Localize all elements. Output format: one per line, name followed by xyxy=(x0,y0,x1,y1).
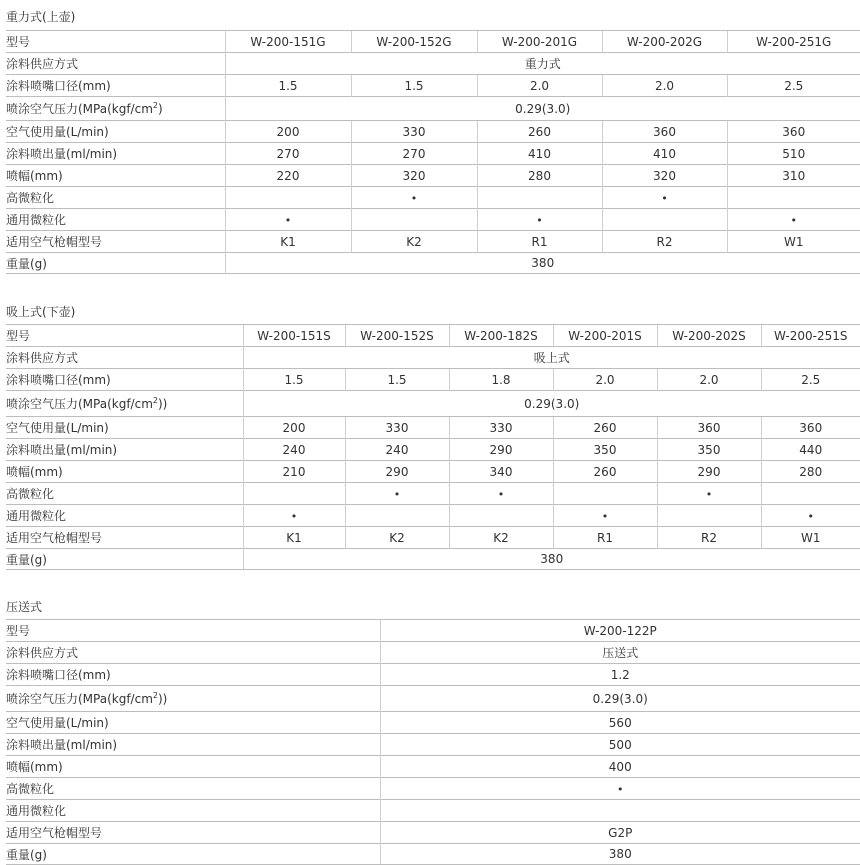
output-cell: 240 xyxy=(345,439,449,461)
feature-dot-icon: • xyxy=(284,213,292,227)
feature-dot-icon: • xyxy=(617,782,624,796)
table-row xyxy=(6,778,860,800)
gen-atom-cell xyxy=(351,209,477,231)
cap-cell: K1 xyxy=(243,527,345,549)
row-label-gen-atom: 通用微粒化 xyxy=(6,209,225,231)
air-cell: 330 xyxy=(449,417,553,439)
air-cell: 330 xyxy=(351,121,477,143)
row-label-width: 喷幅(mm) xyxy=(6,756,380,778)
table-row xyxy=(6,253,860,274)
air-cell: 360 xyxy=(602,121,727,143)
nozzle-cell: 1.5 xyxy=(225,75,351,97)
table-row xyxy=(6,97,860,121)
gen-atom-cell xyxy=(727,209,860,231)
feature-dot-icon: • xyxy=(705,487,713,501)
table-row xyxy=(6,347,860,369)
gen-atom-cell xyxy=(225,209,351,231)
width-cell: 290 xyxy=(345,461,449,483)
air-cell: 200 xyxy=(225,121,351,143)
row-label-pressure: 喷涂空气压力($MPa(kgf/cm^2)$ xyxy=(6,97,225,121)
supply-cell: 吸上式 xyxy=(243,347,860,369)
hi-atom-cell xyxy=(380,778,860,800)
hi-atom-cell xyxy=(761,483,860,505)
table-row xyxy=(6,187,860,209)
table-row xyxy=(6,31,860,53)
table-row xyxy=(6,439,860,461)
model-cell: W-200-152G xyxy=(351,31,477,53)
supply-cell: 重力式 xyxy=(225,53,860,75)
row-label-gen-atom: 通用微粒化 xyxy=(6,800,380,822)
row-label-air: 空气使用量(L/min) xyxy=(6,417,243,439)
spec-table-pressure-feed xyxy=(6,619,860,865)
cap-cell: W1 xyxy=(727,231,860,253)
output-cell: 270 xyxy=(225,143,351,165)
nozzle-cell: 1.2 xyxy=(380,664,860,686)
row-label-weight: 重量(g) xyxy=(6,253,225,274)
table-row xyxy=(6,527,860,549)
hi-atom-cell xyxy=(449,483,553,505)
table-row xyxy=(6,844,860,865)
spec-table-gravity xyxy=(6,30,860,274)
table-row xyxy=(6,369,860,391)
spec-table-suction xyxy=(6,324,860,570)
output-cell: 270 xyxy=(351,143,477,165)
table-row xyxy=(6,642,860,664)
feature-dot-icon: • xyxy=(790,213,797,227)
width-cell: 260 xyxy=(553,461,657,483)
supply-cell: 压送式 xyxy=(380,642,860,664)
row-label-pressure: 喷涂空气压力$(MPa(kgf/cm^2))$ xyxy=(6,391,243,417)
width-cell: 280 xyxy=(477,165,602,187)
row-label-air: 空气使用量(L/min) xyxy=(6,121,225,143)
table-row xyxy=(6,664,860,686)
row-label-gen-atom: 通用微粒化 xyxy=(6,505,243,527)
row-label-hi-atom: 高微粒化 xyxy=(6,778,380,800)
row-label-cap: 适用空气枪帽型号 xyxy=(6,822,380,844)
cap-cell: K2 xyxy=(351,231,477,253)
width-cell: 320 xyxy=(602,165,727,187)
feature-dot-icon: • xyxy=(807,509,814,523)
pressure-cell: 0.29(3.0) xyxy=(243,391,860,417)
output-cell: 410 xyxy=(477,143,602,165)
feature-dot-icon: • xyxy=(601,509,609,523)
gen-atom-cell xyxy=(345,505,449,527)
table-row xyxy=(6,417,860,439)
row-label-air: 空气使用量(L/min) xyxy=(6,712,380,734)
row-label-supply: 涂料供应方式 xyxy=(6,642,380,664)
hi-atom-cell xyxy=(657,483,761,505)
table-row xyxy=(6,822,860,844)
cap-cell: R2 xyxy=(657,527,761,549)
hi-atom-cell xyxy=(602,187,727,209)
hi-atom-cell xyxy=(345,483,449,505)
gen-atom-cell xyxy=(657,505,761,527)
output-cell: 410 xyxy=(602,143,727,165)
row-label-cap: 适用空气枪帽型号 xyxy=(6,231,225,253)
hi-atom-cell xyxy=(727,187,860,209)
model-cell: W-200-152S xyxy=(345,325,449,347)
cap-cell: R2 xyxy=(602,231,727,253)
pressure-cell: 0.29(3.0) xyxy=(380,686,860,712)
air-cell: 360 xyxy=(761,417,860,439)
row-label-weight: 重量(g) xyxy=(6,549,243,570)
row-label-nozzle: 涂料喷嘴口径(mm) xyxy=(6,75,225,97)
section-title-gravity: 重力式(上壶) xyxy=(6,10,76,24)
hi-atom-cell xyxy=(477,187,602,209)
air-cell: 260 xyxy=(553,417,657,439)
gen-atom-cell xyxy=(380,800,860,822)
air-cell: 260 xyxy=(477,121,602,143)
nozzle-cell: 2.0 xyxy=(553,369,657,391)
row-label-model: 型号 xyxy=(6,620,380,642)
model-cell: W-200-202G xyxy=(602,31,727,53)
output-cell: 350 xyxy=(657,439,761,461)
gen-atom-cell xyxy=(449,505,553,527)
air-cell: 200 xyxy=(243,417,345,439)
feature-dot-icon: • xyxy=(290,509,298,523)
gen-atom-cell xyxy=(602,209,727,231)
row-label-output: 涂料喷出量(ml/min) xyxy=(6,143,225,165)
row-label-width: 喷幅(mm) xyxy=(6,461,243,483)
width-cell: 290 xyxy=(657,461,761,483)
cap-cell: R1 xyxy=(477,231,602,253)
table-row xyxy=(6,231,860,253)
nozzle-cell: 1.5 xyxy=(345,369,449,391)
hi-atom-cell xyxy=(553,483,657,505)
table-row xyxy=(6,734,860,756)
feature-dot-icon: • xyxy=(393,487,401,501)
width-cell: 310 xyxy=(727,165,860,187)
nozzle-cell: 1.8 xyxy=(449,369,553,391)
output-cell: 510 xyxy=(727,143,860,165)
row-label-supply: 涂料供应方式 xyxy=(6,347,243,369)
table-row xyxy=(6,53,860,75)
width-cell: 220 xyxy=(225,165,351,187)
hi-atom-cell xyxy=(351,187,477,209)
model-cell: W-200-122P xyxy=(380,620,860,642)
row-label-nozzle: 涂料喷嘴口径(mm) xyxy=(6,664,380,686)
row-label-output: 涂料喷出量(ml/min) xyxy=(6,734,380,756)
width-cell: 400 xyxy=(380,756,860,778)
table-row xyxy=(6,325,860,347)
model-cell: W-200-201S xyxy=(553,325,657,347)
cap-cell: K1 xyxy=(225,231,351,253)
nozzle-cell: 1.5 xyxy=(243,369,345,391)
row-label-width: 喷幅(mm) xyxy=(6,165,225,187)
cap-cell: K2 xyxy=(345,527,449,549)
model-cell: W-200-251S xyxy=(761,325,860,347)
table-row xyxy=(6,209,860,231)
width-cell: 210 xyxy=(243,461,345,483)
hi-atom-cell xyxy=(225,187,351,209)
nozzle-cell: 2.5 xyxy=(727,75,860,97)
weight-cell: 380 xyxy=(225,253,860,274)
weight-cell: 380 xyxy=(243,549,860,570)
weight-cell: 380 xyxy=(380,844,860,865)
cap-cell: W1 xyxy=(761,527,860,549)
gen-atom-cell xyxy=(553,505,657,527)
output-cell: 500 xyxy=(380,734,860,756)
model-cell: W-200-202S xyxy=(657,325,761,347)
table-row xyxy=(6,756,860,778)
feature-dot-icon: • xyxy=(410,191,418,205)
row-label-weight: 重量(g) xyxy=(6,844,380,865)
feature-dot-icon: • xyxy=(661,191,668,205)
table-row xyxy=(6,391,860,417)
width-cell: 320 xyxy=(351,165,477,187)
nozzle-cell: 1.5 xyxy=(351,75,477,97)
cap-cell: R1 xyxy=(553,527,657,549)
air-cell: 360 xyxy=(727,121,860,143)
row-label-cap: 适用空气枪帽型号 xyxy=(6,527,243,549)
cap-cell: K2 xyxy=(449,527,553,549)
table-row xyxy=(6,461,860,483)
table-row xyxy=(6,483,860,505)
air-cell: 560 xyxy=(380,712,860,734)
output-cell: 240 xyxy=(243,439,345,461)
feature-dot-icon: • xyxy=(497,487,505,501)
model-cell: W-200-182S xyxy=(449,325,553,347)
row-label-pressure: 喷涂空气压力$(MPa(kgf/cm^2))$ xyxy=(6,686,380,712)
table-row xyxy=(6,121,860,143)
row-label-supply: 涂料供应方式 xyxy=(6,53,225,75)
table-row xyxy=(6,712,860,734)
width-cell: 280 xyxy=(761,461,860,483)
row-label-model: 型号 xyxy=(6,31,225,53)
air-cell: 360 xyxy=(657,417,761,439)
row-label-hi-atom: 高微粒化 xyxy=(6,483,243,505)
model-cell: W-200-251G xyxy=(727,31,860,53)
model-cell: W-200-151G xyxy=(225,31,351,53)
gen-atom-cell xyxy=(477,209,602,231)
table-row xyxy=(6,143,860,165)
pressure-cell: 0.29(3.0) xyxy=(225,97,860,121)
nozzle-cell: 2.5 xyxy=(761,369,860,391)
table-row xyxy=(6,620,860,642)
table-row xyxy=(6,549,860,570)
table-row xyxy=(6,165,860,187)
row-label-hi-atom: 高微粒化 xyxy=(6,187,225,209)
nozzle-cell: 2.0 xyxy=(657,369,761,391)
table-row xyxy=(6,75,860,97)
nozzle-cell: 2.0 xyxy=(477,75,602,97)
section-title-pressure-feed: 压送式 xyxy=(6,600,43,614)
output-cell: 350 xyxy=(553,439,657,461)
gen-atom-cell xyxy=(761,505,860,527)
row-label-nozzle: 涂料喷嘴口径(mm) xyxy=(6,369,243,391)
section-title-suction: 吸上式(下壶) xyxy=(6,305,76,319)
table-row xyxy=(6,505,860,527)
width-cell: 340 xyxy=(449,461,553,483)
model-cell: W-200-151S xyxy=(243,325,345,347)
table-row xyxy=(6,686,860,712)
nozzle-cell: 2.0 xyxy=(602,75,727,97)
row-label-output: 涂料喷出量(ml/min) xyxy=(6,439,243,461)
air-cell: 330 xyxy=(345,417,449,439)
model-cell: W-200-201G xyxy=(477,31,602,53)
output-cell: 290 xyxy=(449,439,553,461)
feature-dot-icon: • xyxy=(536,213,543,227)
cap-cell: G2P xyxy=(380,822,860,844)
gen-atom-cell xyxy=(243,505,345,527)
output-cell: 440 xyxy=(761,439,860,461)
hi-atom-cell xyxy=(243,483,345,505)
table-row xyxy=(6,800,860,822)
row-label-model: 型号 xyxy=(6,325,243,347)
